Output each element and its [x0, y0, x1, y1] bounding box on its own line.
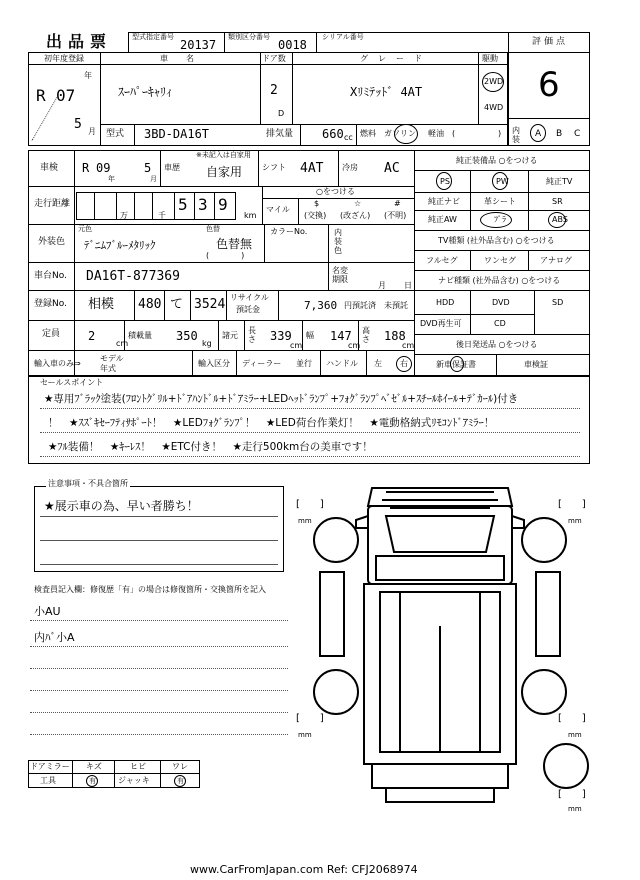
frame-month: 月: [378, 281, 386, 290]
car-front-grille: [382, 492, 498, 500]
tire-rear-right-bracket: [ ]: [558, 713, 586, 724]
type-label: 型式: [106, 129, 125, 139]
equip-pw: PW: [496, 177, 509, 186]
orig-color: ﾃﾞﾆﾑﾌﾞﾙｰﾒﾀﾘｯｸ: [84, 239, 156, 252]
interior-a-circle: [530, 124, 546, 142]
handle-left: 左: [374, 359, 382, 368]
import-only-label: 輸入車のみ⇒: [34, 359, 81, 368]
length: 339: [270, 329, 292, 343]
displacement: 660: [322, 127, 344, 141]
fuel-gasoline: ガソリン: [384, 129, 416, 138]
interior-label: 内装: [512, 126, 520, 144]
tire-front-right-bracket: [ ]: [558, 499, 586, 510]
capacity-label: 定員: [42, 329, 61, 339]
first-reg-label: 初年度登録: [44, 54, 84, 63]
mileage-digit-1: 5: [178, 195, 188, 214]
legend-ware: ワレ: [172, 762, 188, 771]
cert-label: 諸元: [222, 331, 238, 340]
tampered: (改ざん): [340, 211, 371, 220]
fuel-circle: [394, 124, 418, 144]
height-unit: cm: [402, 341, 415, 350]
sales-line-3: ★ﾌﾙ装備！ ★ｷｰﾚｽ！ ★ETC付き！ ★走行500km台の美車です！: [48, 441, 373, 453]
navi-cd: CD: [494, 319, 506, 328]
equip-ps-circle: [436, 172, 452, 190]
tire-front-right-mm: mm: [568, 517, 582, 525]
sales-line-2: ！ ★ｽｽﾞｷｾｰﾌﾃｨｻﾎﾟｰﾄ！ ★LEDﾌｫｸﾞﾗﾝﾌﾟ！ ★LED荷台作業灯！ ★電動格納式ﾘﾓｺﾝﾄﾞｱﾐﾗｰ！: [48, 417, 495, 429]
load-label: 積載量: [128, 331, 152, 340]
door-suffix: D: [278, 109, 285, 118]
car-side-left: [320, 572, 344, 656]
model-designation: 20137: [180, 38, 217, 52]
mileage-sen: 千: [158, 211, 166, 220]
equip-pw-circle: [492, 172, 508, 190]
import-parallel: 並行: [296, 359, 312, 368]
grade: Xﾘﾐﾃｯﾄﾞ 4AT: [350, 85, 423, 99]
width-label: 幅: [306, 331, 314, 340]
tire-rear-left-bracket: [ ]: [296, 713, 324, 724]
drive-2wd-circle: [482, 72, 504, 92]
tire-front-left-mm: mm: [298, 517, 312, 525]
displacement-label: 排気量: [266, 129, 294, 139]
docs-warranty: 新車保証書: [436, 360, 476, 369]
interior-a: A: [535, 129, 542, 139]
tire-front-left-bracket: [ ]: [296, 499, 324, 510]
car-mirror-left: [356, 516, 368, 528]
car-front-left-wheel: [314, 518, 358, 562]
recycle-amount: 7,360: [304, 299, 338, 312]
tire-rear-left-mm: mm: [298, 731, 312, 739]
legend-door-mirror: ドアミラー: [30, 762, 70, 771]
drive-2wd: 2WD: [484, 77, 504, 86]
serial-label: シリアル番号: [322, 33, 364, 41]
car-name: ｽｰﾊﾟｰｷｬﾘｨ: [118, 85, 173, 99]
type: 3BD-DA16T: [144, 127, 210, 141]
equip-ps: PS: [440, 177, 450, 186]
drive-4wd: 4WD: [484, 103, 504, 112]
color-change-paren: ( ): [206, 251, 245, 260]
frame-label: 車台No.: [34, 271, 67, 281]
nameplate-label: 名変期限: [332, 266, 348, 284]
equip-pi: ﾌﾟﾗ: [494, 215, 506, 224]
tv-analog: アナログ: [540, 256, 572, 265]
car-front-bumper: [368, 488, 512, 506]
mile-label: マイル: [266, 205, 290, 214]
height: 188: [384, 329, 406, 343]
usage-label: 車歴: [164, 163, 180, 172]
fuel-label: 燃料: [360, 129, 376, 138]
model-designation-label: 型式指定番号: [132, 33, 174, 41]
recycle-unpaid: 未預託: [384, 301, 408, 310]
tampered-mark: ☆: [354, 199, 362, 208]
mileage-note: ○をつける: [316, 187, 355, 196]
door-count: 2: [270, 83, 278, 98]
notes-label: 注意事項・不具合箇所: [48, 479, 128, 488]
import-dealer: ディーラー: [242, 359, 282, 368]
page-title: 出品票: [46, 32, 113, 51]
equip-tv: 純正TV: [546, 177, 573, 186]
docs-registration: 車検証: [524, 360, 548, 369]
reg-region: 相模: [88, 297, 115, 312]
height-label: 高さ: [362, 326, 370, 344]
recycle-label-2: 預託金: [236, 305, 260, 314]
navi-hdd: HDD: [436, 298, 455, 307]
color-change-label: 色替: [206, 225, 220, 233]
equip-leather: 革シート: [484, 197, 516, 206]
disp-unit: cc: [344, 133, 353, 142]
length-unit: cm: [290, 341, 303, 350]
category-label: 類別区分番号: [228, 33, 270, 41]
car-name-label: 車名: [160, 54, 212, 63]
dvd-playback: DVD再生可: [420, 319, 462, 328]
car-rear-left-wheel: [314, 670, 358, 714]
navi-dvd: DVD: [492, 298, 510, 307]
interior-c: C: [574, 129, 581, 139]
year-unit: 年: [84, 71, 92, 80]
capacity-unit: cm: [116, 339, 129, 348]
grade-label: グレード: [360, 54, 432, 63]
interior-b: B: [556, 129, 563, 139]
unknown-mark: #: [394, 199, 401, 208]
ext-color-label: 外装色: [38, 237, 66, 247]
capacity-value: 2: [88, 329, 96, 343]
legend-hibi: ヒビ: [130, 762, 146, 771]
shaken-era: R: [82, 161, 90, 175]
mileage-label: 走行距離: [34, 199, 71, 209]
inspector-entry-1: 小AU: [34, 605, 61, 618]
legend-jack: ジャッキ: [118, 776, 150, 785]
car-cab-back: [376, 556, 504, 580]
length-label: 長さ: [248, 326, 256, 344]
docs-header: 後日発送品 ○をつける: [456, 340, 538, 349]
door-count-label: ドア数: [262, 54, 286, 63]
shift-label: シフト: [262, 163, 286, 172]
shaken-month: 5: [144, 161, 152, 175]
legend-tools: 工具: [40, 776, 56, 785]
shaken-month-unit: 月: [150, 175, 157, 183]
ac-label: 冷房: [342, 163, 358, 172]
tire-spare-bracket: [ ]: [558, 789, 586, 800]
handle-right: 右: [400, 359, 408, 368]
reg-class: 480: [138, 297, 162, 312]
inspector-entry-2: 内ﾊﾞ小A: [34, 631, 75, 644]
docs-warranty-circle: [450, 356, 464, 372]
model-year-label: モデル 年式: [100, 354, 124, 373]
inspector-label: 検査員記入欄：修復歴「有」の場合は修復箇所・交換箇所を記入: [34, 585, 266, 594]
car-rear-right-wheel: [522, 670, 566, 714]
legend-tools-circle: [86, 775, 98, 787]
recycle-label-1: リサイクル: [230, 293, 269, 302]
footer-watermark: www.CarFromJapan.com Ref: CFJ2068974: [190, 863, 418, 876]
usage: 自家用: [206, 165, 243, 179]
recycle-status: 円預託済: [344, 301, 376, 310]
navi-sd: SD: [552, 298, 564, 307]
navi-type-header: ナビ種類 (社外品含む) ○をつける: [438, 276, 561, 285]
interior-color-label: 内装色: [334, 228, 342, 255]
mileage-unit: km: [244, 211, 257, 220]
notes-line-1: ★展示車の為、早い者勝ち！: [44, 499, 199, 513]
first-reg-era: R: [36, 86, 46, 105]
sales-line-1: ★専用ﾌﾞﾗｯｸ塗装(ﾌﾛﾝﾄｸﾞﾘﾙ+ﾄﾞｱﾊﾝﾄﾞﾙ+ﾄﾞｱﾐﾗｰ+LEDﾍｯﾄﾞﾗﾝﾌﾟ+ﾌｫｸﾞﾗﾝﾌﾟﾍﾞｾﾞﾙ+ｽﾁｰﾙﾎｲｰﾙ+ﾃﾞｶｰﾙ)付き: [44, 393, 519, 405]
legend-tools-mark: 有: [89, 777, 96, 785]
equip-abag: ABS: [552, 215, 568, 224]
frame-number: DA16T-877369: [86, 269, 180, 284]
category-number: 0018: [278, 38, 307, 52]
tv-fullseg: フルセグ: [426, 256, 458, 265]
car-bed-rails: [400, 592, 480, 752]
legend-jack-circle: [174, 775, 186, 787]
first-reg-month: 5: [74, 117, 82, 132]
mileage-digits-frame: [76, 192, 236, 220]
fuel-paren-open: (: [452, 129, 456, 138]
tire-rear-right-mm: mm: [568, 731, 582, 739]
car-mirror-right: [512, 516, 524, 528]
car-spare-wheel: [544, 744, 588, 788]
dollar-mark: $: [314, 199, 320, 208]
car-front-right-wheel: [522, 518, 566, 562]
orig-color-label: 元色: [78, 225, 92, 233]
car-rear-bumper: [386, 788, 494, 802]
first-reg-year: 07: [56, 86, 76, 105]
equipment-header: 純正装備品 ○をつける: [456, 156, 538, 165]
handle-right-circle: [396, 356, 412, 372]
shaken-year: 09: [96, 161, 111, 175]
equip-abag-circle: [548, 212, 566, 228]
reg-kana: て: [170, 297, 184, 312]
color-change: 色替無: [216, 237, 253, 251]
handle-label: ハンドル: [326, 359, 358, 368]
shaken-label: 車検: [40, 163, 59, 173]
sales-label: セールスポイント: [40, 378, 104, 387]
mileage-digit-2: 3: [198, 195, 208, 214]
drive-label: 駆動: [482, 54, 498, 63]
load: 350: [176, 329, 198, 343]
tv-oneseg: ワンセグ: [484, 256, 516, 265]
equip-navi: 純正ナビ: [428, 197, 460, 206]
unknown: (不明): [384, 211, 407, 220]
car-windshield: [386, 516, 494, 552]
exchange: (交換): [304, 211, 327, 220]
score-label: 評価点: [532, 37, 569, 47]
fuel-paren-close: ): [498, 129, 502, 138]
legend-jack-mark: 有: [177, 777, 184, 785]
mileage-man: 万: [120, 211, 128, 220]
car-tailgate: [372, 764, 508, 788]
shift: 4AT: [300, 161, 324, 176]
reg-number: 3524: [194, 297, 226, 312]
mileage-digit-3: 9: [218, 195, 228, 214]
score-value: 6: [538, 65, 560, 105]
color-code-label: カラーNo.: [270, 227, 308, 236]
car-side-right: [536, 572, 560, 656]
equip-aw: 純正AW: [428, 215, 457, 224]
fuel-diesel: 軽油: [428, 129, 444, 138]
width-unit: cm: [348, 341, 361, 350]
equip-sr: SR: [552, 197, 563, 206]
equip-pi-circle: [480, 212, 512, 228]
usage-note: ※未記入は自家用: [196, 151, 251, 159]
width: 147: [330, 329, 352, 343]
month-unit: 月: [88, 127, 96, 136]
shaken-year-unit: 年: [108, 175, 115, 183]
legend-kizu: キズ: [86, 762, 102, 771]
registration-label: 登録No.: [34, 299, 67, 309]
tv-type-header: TV種類 (社外品含む) ○をつける: [438, 236, 555, 245]
frame-day: 日: [404, 281, 412, 290]
car-diagram: [290, 476, 590, 816]
import-class-label: 輸入区分: [198, 359, 230, 368]
car-cab: [368, 506, 512, 584]
ac: AC: [384, 161, 400, 176]
load-unit: kg: [202, 339, 212, 348]
tire-spare-mm: mm: [568, 805, 582, 813]
